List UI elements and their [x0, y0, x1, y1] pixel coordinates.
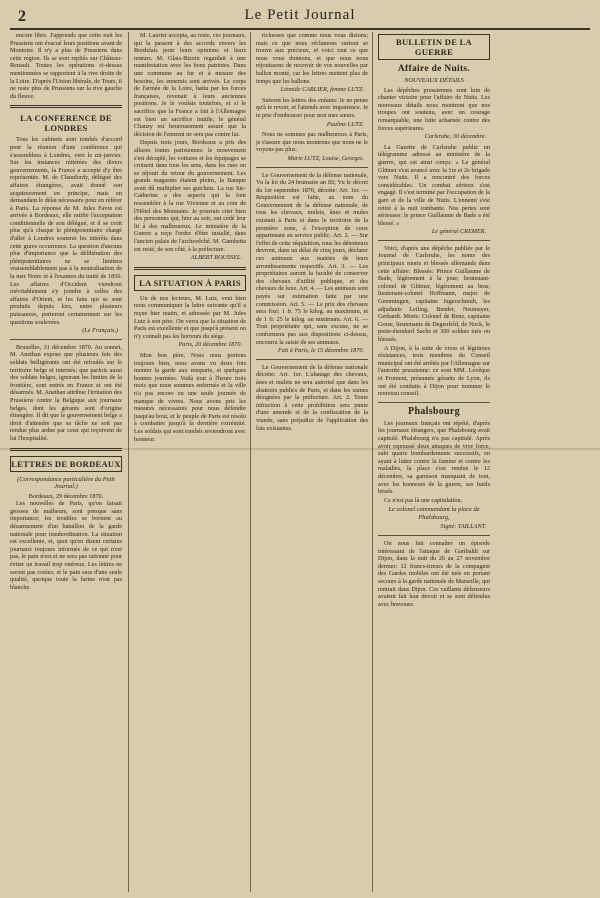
decree-text: Le Gouvernement de la défense nationale décrète: Art. 1er. L'abatage des chevaux, ânes et mulets ne sera autorisé que dans les abattoirs publics de Paris, et dans les usines désignées par la préfecture. Art. 2. Toute infraction à cette prohibition sera punie d'une amende et de la confiscation de la viande, sans préjudice de l'application des lois existantes.: [256, 363, 368, 432]
dateline: Bordeaux, 29 décembre 1870.: [28, 492, 104, 500]
subheading: (Correspondance particulière du Petit Journal.): [17, 475, 115, 491]
headline-situation-paris: LA SITUATION À PARIS: [134, 275, 246, 291]
article-text: M. Laurier accepta, au reste, ces journaux, qui la passent à des accords envers les Bordelais pour leurs opinions et leurs mœurs. M. Glais-Bizoin regardait à une manifestation avec les bons patriotes. Dans une commune au fur et à mesure des besoins, les ennemis sont arrivés. Le corps de l'armée de la Loire, battu par les forces françaises, revenait à leurs anciennes positions. Je le voulais toutefois, et si le sacrifice que la France a fait à l'Allemagne est bien un sacrifice inutile, le général Chanzy est heureusement assuré que la décision de l'ennemi ne sera pas contre lui.: [134, 32, 246, 138]
article-text: Mon bon père, Nous nous portons toujours bien, nous avons vu deux fois monter la garde aux remparts, et quelques bonnes journées. Voilà tout à l'heure trois mois que nous sommes enfermés et la ville n'a pas encore eu une seule journée de manque de vivres. Nous avons pris les mesures nécessaires pour nous défendre jusqu'au bout, et le peuple de Paris est résolu à combattre jusqu'à la dernière extrémité. Les soldats qui sont tombés reviendront avec honneur.: [134, 351, 246, 443]
article-text: Les nouvelles de Paris, qu'on faisait grosses de malheurs, sont presque sans importance; les troubles se bornent au désarmement d'un bataillon de la garde nationale pour insubordination. La situation est excellente, et, quoi qu'en disent certains journaux toujours informés de ce qui n'est pas, le pain n'est et ne sera pas rationné pour éviter un travail trop onéreux. Les lettres ne seront pas cotées; et le pain sera d'une seule qualité, quoique toute la farine n'est pas blanche.: [10, 500, 122, 591]
signature: Pauline LUTZ.: [326, 120, 364, 128]
signature: Léonide CARLIER, femme LUTZ.: [280, 86, 364, 94]
divider: [256, 359, 368, 360]
divider: [256, 167, 368, 168]
signature: Signé: TAILLANT.: [440, 523, 486, 531]
paper-fold: [0, 448, 600, 450]
signature: ALBERT ROUSSEL.: [190, 254, 242, 262]
article-text: Depuis trois jours, Bordeaux a pris des allures toutes parisiennes: le mouvement s'est décuplé, les voitures et les équipages se croisent dans tous les sens, dans les rues on se réjouit du retour du gouvernement. Les grands magasins étaient pleins, la Banque avait dû multiplier ses guichets. La rue Ste-Catherine a des aspects qui la font ressembler à la rue Vivienne et au coin de l'Hôtel des Monnaies. Je pourrais citer bien des personnes qui, hier au soir, ont cédé leur lit à des malheureux. Le ministère de la Guerre a reçu l'ordre d'être installé, dans l'ancien palais de l'archevêché. M. Gambetta est resté, de son côté, à la préfecture.: [134, 139, 246, 253]
signature: Le général CREMER.: [431, 228, 486, 236]
headline-affaire-nuits: Affaire de Nuits.: [397, 64, 471, 74]
article-text: Un de nos lecteurs, M. Lutz, veut bien nous communiquer la lettre suivante qu'il a reçue hier matin, et adressée par M. Jules Lutz à son père. On verra que la situation de Paris est excellente et que jusqu'à présent on n'y connaît pas les horreurs du siège.: [134, 294, 246, 340]
divider: [10, 339, 122, 340]
column-4: [372, 32, 490, 892]
divider: [378, 240, 490, 241]
article-columns: [10, 32, 594, 892]
dateline: Carlsruhe, 30 décembre.: [424, 133, 486, 141]
article-text: Les dépêches prussiennes sont loin de chanter victoire pour l'affaire de Nuits. Les nouveaux détails nous montrent que nos troupes ont soutenu, avec un courage remarquable, une lutte acharnée contre des forces supérieures.: [378, 86, 490, 132]
divider: [378, 535, 490, 536]
article-text: Bruxelles, 31 décembre 1870. Au sonnet, M. Anethan expose que plusieurs fois des soldats belligérants ont été refoulés sur le territoire belge et internés; que parfois aussi des soldats belges, ignorant les limites de la frontière, sont entrés en France et ont été désarmés. M. Anethan attribue l'irritation des Prussiens contre la Belgique aux journaux belges, dont les gérants sont d'origine étrangère. Il dit que le gouvernement belge a droit d'attendre que sa tâche ne soit pas rendue plus ardue par ceux qui reçoivent de lui l'hospitalité.: [10, 343, 122, 442]
article-text: A Dijon, à la suite de vives et légitimes résistances, trois membres du Conseil municipal ont été arrêtés par l'Allemagne sur l'autorité prussienne: ce sont MM. Lévêque et Froment, présumés gérants de Lyon, ils ont été conduits à Dijon pour nommer le nouveau conseil.: [378, 344, 490, 398]
divider: [10, 105, 122, 108]
headline-conference-londres: LA CONFERENCE DE LONDRES: [20, 113, 112, 134]
newspaper-title: Le Petit Journal: [244, 7, 356, 23]
headline-phalsbourg: Phalsbourg: [408, 405, 460, 417]
divider: [134, 267, 246, 270]
article-text: Tous les cabinets sont tombés d'accord pour la réunion d'une conférence qui s'assemblera à Londres, vers le mi-janvier. Sur les instances réitérées des divers gouvernements, la France a accepté d'y être représentée. M. de Chaudordy, délégué des affaires étrangères, avait donné son acquiescement en principe, mais en demandant le délai nécessaire pour en référer à Paris. La réponse de M. Jules Favre est arrivée à Bordeaux, elle ratifie l'acceptation conditionnelle de son délégué, et il se croit plus qu'à chaque le plénipotentiaire chargé d'aller à Londres soutenir les intérêts dans cette grave occurrence. La question d'aucuns plus d'importance que la délibération des plénipotentiaires ne se limitera vraisemblablement pas à la neutralisation de la mer Noire et à l'examen du traité de 1856. Les affaires d'Occident viendront inévitablement s'y joindre à celles des affaires d'Orient, et les faits qui se sont produits depuis lors, entre plusieurs puissances, porteront certainement sur les questions soulevées.: [10, 136, 122, 326]
article-text: On nous fait connaître un épisode intéressant de l'attaque de Garibaldi sur Dijon, dans la nuit du 26 au 27 novembre dernier: 12 francs-tireurs de la compagnie des Gardes mobiles ont été tués en portant secours à la garde nationale de Marseille, qui rentrait dans Dijon. Ces vaillants défenseurs avaient fait leur devoir et se sont défendus avec bravoure.: [378, 540, 490, 608]
signature: (Le Français.): [82, 327, 118, 335]
divider: [378, 402, 490, 403]
article-text: encore libre. J'apprends que cette nuit les Prussiens ont évacué leurs positions avant de Montoire. Il n'y a plus de Prussiens dans cette région. Ils se sont repliés sur Château-Renault. Toutes les opérations ci-dessus mentionnées se rapportent à la rive droite de la Loire. D'après l'Union libérale, de Tours, il ne reste plus de Prussiens sur la rive gauche du fleuve.: [10, 32, 122, 100]
column-1: [10, 32, 122, 892]
article-text: Ce n'est pas là une capitulation.: [384, 496, 463, 504]
headline-lettres-bordeaux: LETTRES DE BORDEAUX: [10, 456, 122, 472]
quote: Le colonel commandant la place de Phalsbourg,: [388, 506, 480, 521]
signature: Fait à Paris, le 15 décembre 1870.: [277, 347, 364, 355]
article-text: La Gazette de Carlsruhe publie un télégramme adressé au ministère de la guerre, qui est ainsi conçu: « Le général Glümer s'est avancé avec la 1re et 2e brigade vers Nuits. Il a rencontré des forces considérables. Un combat sérieux s'est engagé. Il s'est terminé par l'occupation de la gare et de la ville de Nuits. L'ennemi s'est retiré à la nuit tombante. Nos pertes sont sérieuses: le prince Guillaume de Bade a été blessé. »: [378, 143, 490, 227]
article-text: richesses que comme nous vous disions; mais ce que nous réclamons surtout se trouve aux précieux, et voici tout ce que nous vous donnons, et que nous nous réjouissons de recevoir de vos nouvelles par ballon monté, car les lettres mettent plus de temps que les ballons.: [256, 32, 368, 85]
column-2: [128, 32, 246, 892]
column-3: [250, 32, 368, 892]
masthead: [10, 6, 590, 30]
article-text: Suivent les lettres des enfants: Je ne pense qu'à te revoir, et l'attends avec impatience. Je te prie d'embrasser pour moi mes sœurs.: [256, 96, 368, 119]
article-text: Nous ne sommes pas malheureux à Paris, je t'assure que nous montrons que nous ne le voyons pas plus.: [256, 131, 368, 154]
subheading: NOUVEAUX DÉTAILS: [404, 77, 464, 84]
dateline: Paris, 20 décembre 1870.: [178, 341, 242, 349]
article-text: Les journaux français ont répété, d'après les journaux étrangers, que Phalsbourg avait capitulé. Phalsbourg n'a pas capitulé. Après avoir repoussé deux attaques de vive force, subi quatre bombardements successifs, en ayant à lutter contre la famine et contre les maladies, la place s'est rendue le 12 décembre, sa garnison manquant de tout, avec les honneurs de la guerre, ses fusils brisés.: [378, 419, 490, 496]
article-text: Voici, d'après une dépêche publiée par le Journal de Carlsruhe, les noms des principaux morts et blessés allemands dans cette affaire: Blessés: Prince Guillaume de Bade, légèrement à la joue; lieutenant-colonel de Glümer, légèrement au bras; lieutenant-colonel Hoffmann, major de Gemmingen, capitaine Jagerschmidt, les adjudants Leiling, Bender, Neumayer, Gerhardt. Morts: Colonel de Renz, capitaine Gorse, lieutenants de Degenfeld, de Nock, le porte-étendard Sachs et 300 soldats tués ou blessés.: [378, 244, 490, 343]
page-number: 2: [18, 8, 26, 25]
headline-bulletin-guerre: BULLETIN DE LA GUERRE: [378, 34, 490, 60]
decree-text: Le Gouvernement de la défense nationale, Vu la loi du 24 brumaire an III; Vu le décret du 1er septembre 1870, décrète: Art. 1er. — Réquisition est faite, au nom du Gouvernement de la défense nationale, de tous les chevaux, mulets, ânes et mules existant à Paris et dans le territoire de la première zone, à l'exception de ceux appartenant au service public. Art. 2. — Sur l'effet de cette réquisition, tous les détenteurs devront, dans un délai de cinq jours, déclarer ces animaux aux mairies de leurs arrondissements respectifs. Art. 3. — Les propriétaires auront la faculté de conserver des chevaux d'utilité publique, et des chevaux de luxe. Art. 4. — Les animaux sont payés sur estimation faite par une commission. Art. 5. — Le prix des chevaux sera fixé: 1 fr. 75 le kilog. au maximum, et de 1 fr. 25 le kilog. au minimum. Art. 6. — Tout propriétaire qui, sans excuse, ne se conformera pas aux dispositions ci-dessus, encourra la saisie de ses animaux.: [256, 171, 368, 346]
signature: Marie LUTZ, Louise, Georges.: [287, 154, 364, 162]
